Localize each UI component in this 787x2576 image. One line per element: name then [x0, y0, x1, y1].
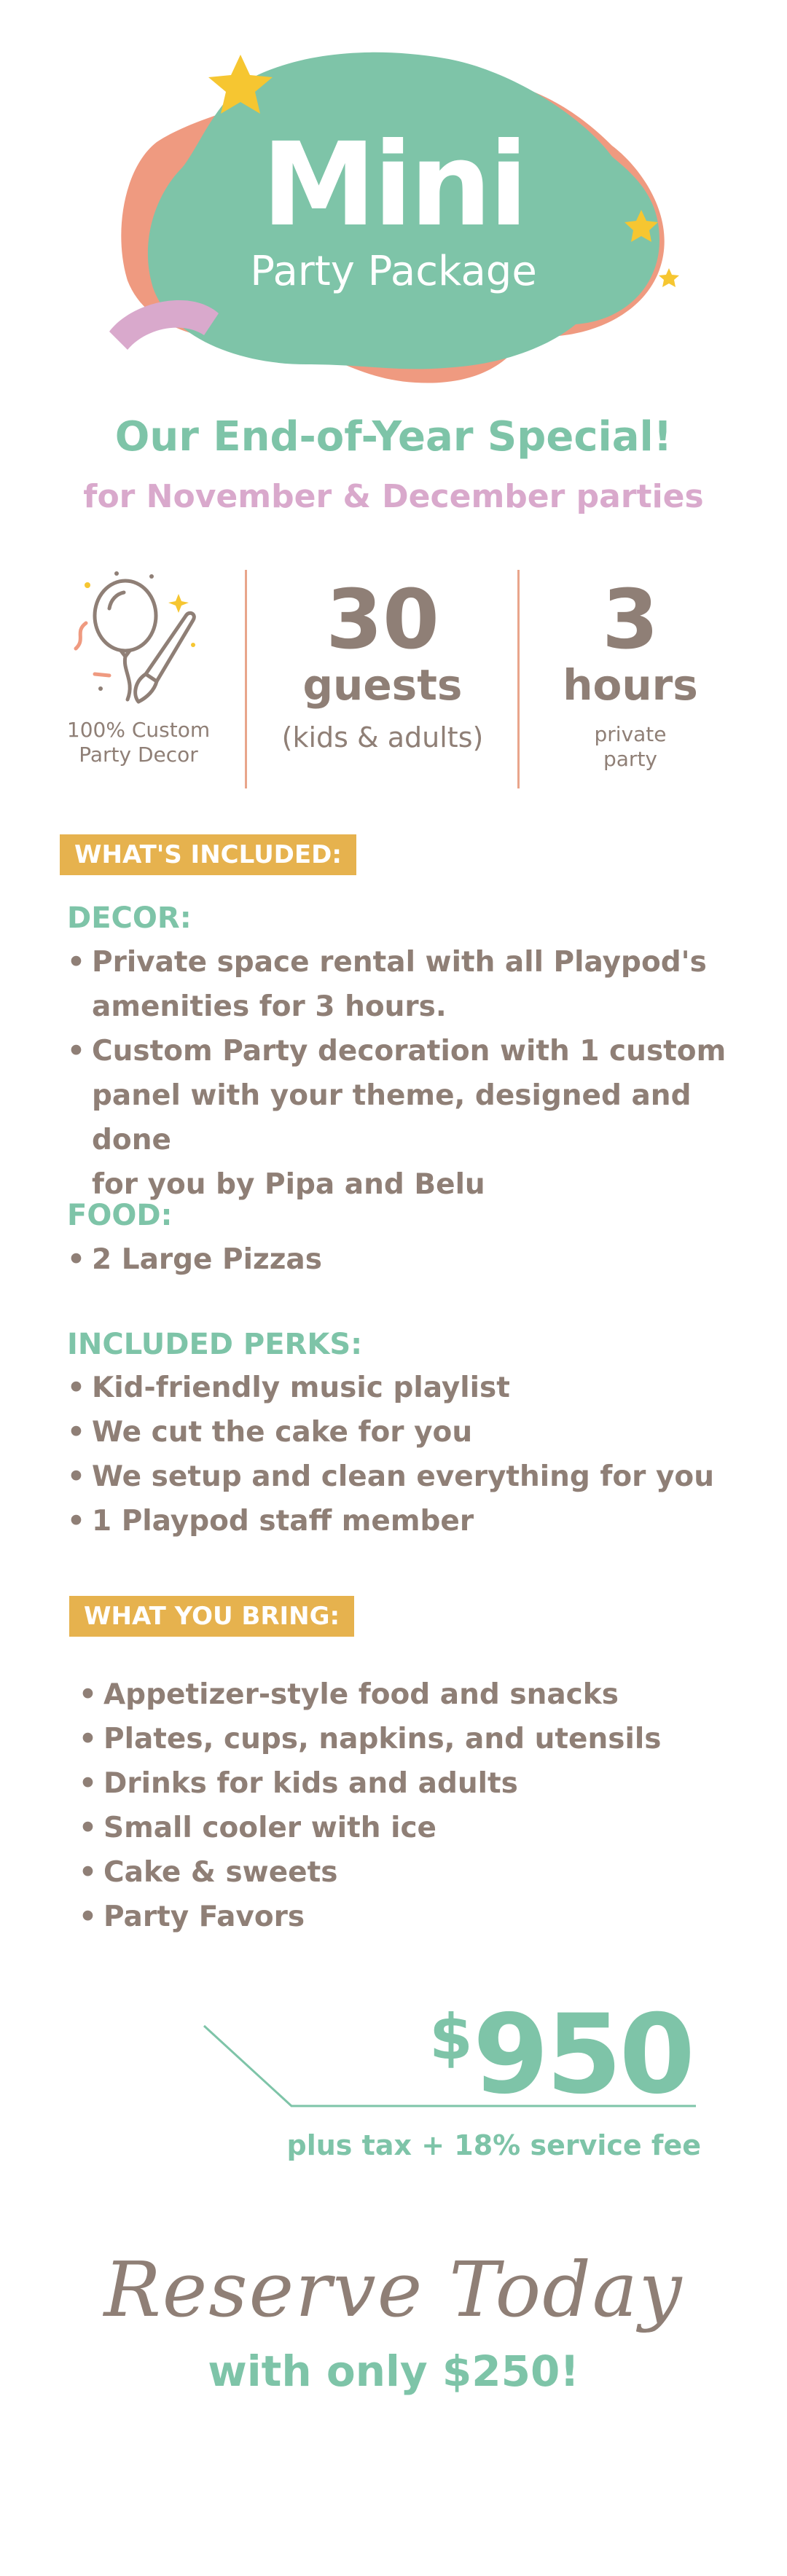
- list-item: • 1 Playpod staff member: [67, 1499, 737, 1543]
- list-item: • Appetizer-style food and snacks: [79, 1672, 735, 1717]
- list-item-line: panel with your theme, designed and done: [92, 1079, 692, 1156]
- hero-subtitle: Party Package: [250, 248, 537, 295]
- list-item-line: Custom Party decoration with 1 custom: [92, 1035, 727, 1068]
- list-item: • Drinks for kids and adults: [79, 1761, 735, 1806]
- hours-line-2: party: [603, 746, 657, 771]
- list-item: • Cake & sweets: [79, 1850, 735, 1895]
- guests-number: 30: [326, 573, 439, 668]
- list-item: • Kid-friendly music playlist: [67, 1366, 737, 1410]
- what-you-bring-badge: WHAT YOU BRING:: [69, 1596, 354, 1637]
- perks-heading: INCLUDED PERKS:: [67, 1328, 363, 1361]
- promo-headline: Our End-of-Year Special!: [114, 413, 673, 461]
- list-item: • 2 Large Pizzas: [67, 1237, 737, 1282]
- list-item-line: for you by Pipa and Belu: [92, 1168, 485, 1201]
- food-heading: FOOD:: [67, 1199, 173, 1232]
- guests-note: (kids & adults): [281, 721, 484, 753]
- decor-line-1: 100% Custom: [66, 718, 211, 742]
- list-item-line: amenities for 3 hours.: [92, 990, 447, 1023]
- hero-title: Mini: [261, 118, 526, 252]
- hours-unit: hours: [563, 660, 698, 710]
- fee-note: plus tax + 18% service fee: [286, 2129, 701, 2161]
- whats-included-badge: WHAT'S INCLUDED:: [60, 834, 356, 875]
- list-item: • Party Favors: [79, 1895, 735, 1939]
- guests-unit: guests: [302, 660, 463, 710]
- reserve-script: Reserve Today: [103, 2245, 684, 2334]
- list-item: • Plates, cups, napkins, and utensils: [79, 1717, 735, 1761]
- price-value: 950: [472, 1992, 692, 2118]
- promo-subheadline: for November & December parties: [83, 478, 704, 515]
- deposit-note: with only $250!: [208, 2346, 579, 2396]
- list-item: • We setup and clean everything for you: [67, 1455, 737, 1499]
- hours-line-1: private: [594, 722, 667, 746]
- decor-heading: DECOR:: [67, 901, 192, 935]
- list-item: • We cut the cake for you: [67, 1410, 737, 1455]
- price-amount: [429, 1992, 692, 2118]
- list-item: • Small cooler with ice: [79, 1806, 735, 1850]
- currency-symbol: $: [429, 2001, 473, 2074]
- hours-number: 3: [602, 573, 659, 668]
- decor-line-2: Party Decor: [79, 742, 198, 767]
- list-item-line: Private space rental with all Playpod's: [92, 946, 707, 979]
